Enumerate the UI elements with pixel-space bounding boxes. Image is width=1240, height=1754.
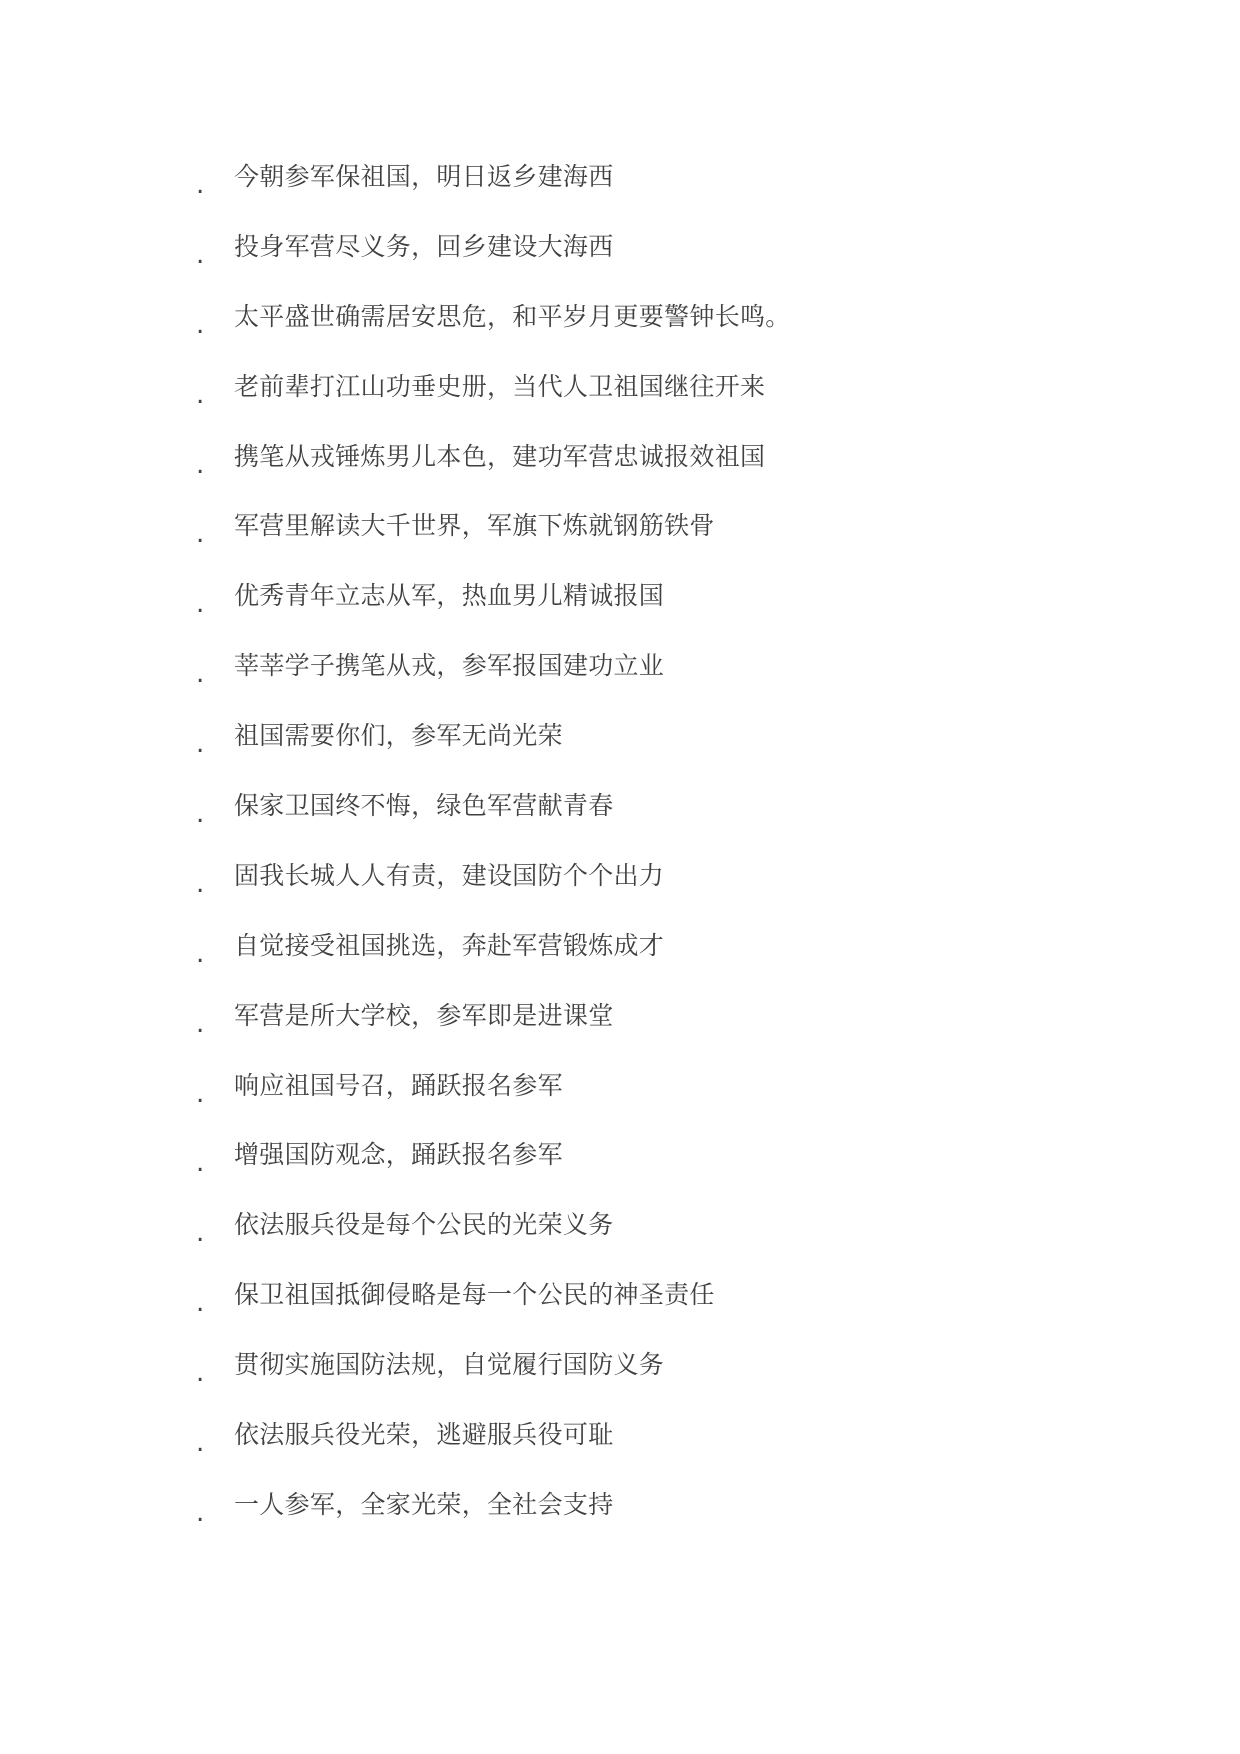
bullet-icon: .: [196, 519, 205, 550]
bullet-icon: .: [196, 1218, 205, 1249]
bullet-icon: .: [196, 729, 205, 760]
slogan-text: 携笔从戎锤炼男儿本色，建功军营忠诚报效祖国: [234, 441, 766, 471]
slogan-text: 贯彻实施国防法规，自觉履行国防义务: [234, 1350, 665, 1380]
slogan-text: 固我长城人人有责，建设国防个个出力: [234, 860, 665, 890]
slogan-text: 依法服兵役光荣，逃避服兵役可耻: [234, 1420, 614, 1450]
bullet-icon: .: [196, 379, 205, 410]
slogan-text: 投身军营尽义务，回乡建设大海西: [234, 231, 614, 261]
list-item: [0, 1000, 1240, 1081]
list-item: [0, 1070, 1240, 1151]
slogan-text: 老前辈打江山功垂史册，当代人卫祖国继往开来: [234, 371, 766, 401]
bullet-icon: .: [196, 1078, 205, 1109]
slogan-text: 太平盛世确需居安思危，和平岁月更要警钟长鸣。: [234, 301, 791, 331]
bullet-icon: .: [196, 239, 205, 270]
slogan-text: 今朝参军保祖国，明日返乡建海西: [234, 162, 614, 191]
slogan-text: 保卫祖国抵御侵略是每一个公民的神圣责任: [234, 1280, 715, 1310]
list-item: [0, 721, 1240, 801]
slogan-text: 保家卫国终不悔，绿色军营献青春: [234, 791, 614, 821]
bullet-icon: .: [196, 799, 205, 830]
slogan-text: 自觉接受祖国挑选，奔赴军营锻炼成才: [234, 930, 665, 960]
list-item: [0, 651, 1240, 731]
bullet-icon: .: [196, 1428, 205, 1459]
list-item: [0, 1350, 1240, 1430]
slogan-text: 依法服兵役是每个公民的光荣义务: [234, 1210, 614, 1240]
bullet-icon: .: [196, 938, 205, 969]
bullet-icon: .: [196, 589, 205, 620]
bullet-icon: .: [196, 309, 205, 340]
slogan-text: 军营里解读大千世界，军旗下炼就钢筋铁骨: [234, 511, 715, 541]
list-item: [0, 1140, 1240, 1220]
list-item: [0, 1420, 1240, 1500]
slogan-text: 响应祖国号召，踊跃报名参军: [234, 1070, 563, 1100]
slogan-text: 一人参军，全家光荣，全社会支持: [234, 1489, 614, 1519]
list-item: [0, 162, 1240, 242]
bullet-icon: .: [196, 449, 205, 480]
bullet-icon: .: [196, 659, 205, 690]
slogan-text: 优秀青年立志从军，热血男儿精诚报国: [234, 581, 665, 611]
bullet-icon: .: [196, 1148, 205, 1179]
slogan-text: 增强国防观念，踊跃报名参军: [234, 1140, 563, 1170]
list-item: [0, 930, 1240, 1011]
bullet-icon: .: [196, 868, 205, 899]
slogan-text: 祖国需要你们，参军无尚光荣: [234, 721, 563, 751]
bullet-icon: .: [196, 1358, 205, 1389]
bullet-icon: .: [196, 1497, 205, 1528]
slogan-text: 莘莘学子携笔从戎，参军报国建功立业: [234, 651, 665, 681]
slogan-list: [0, 162, 1240, 1570]
bullet-icon: .: [196, 1008, 205, 1039]
bullet-icon: .: [196, 170, 205, 200]
slogan-text: 军营是所大学校，参军即是进课堂: [234, 1000, 614, 1030]
list-item: [0, 1489, 1240, 1570]
bullet-icon: .: [196, 1288, 205, 1319]
